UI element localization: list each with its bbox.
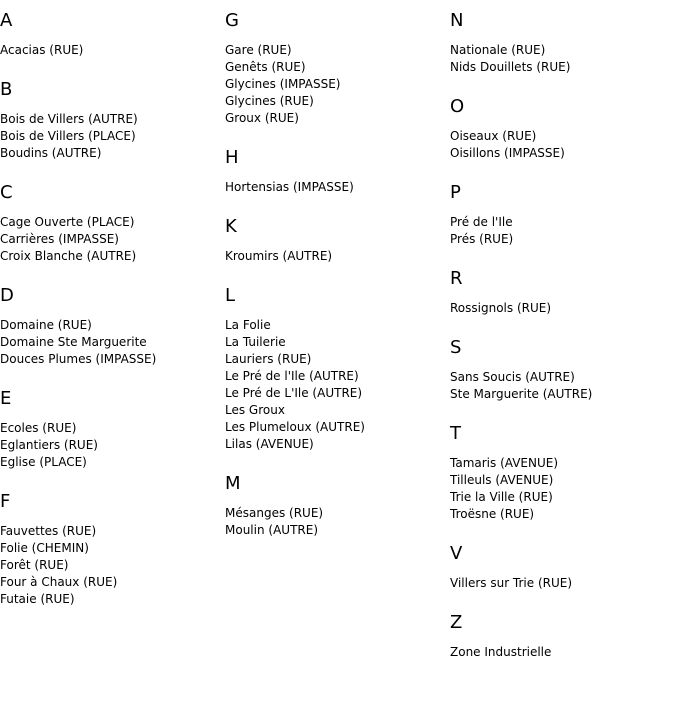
letter-section <box>0 285 220 368</box>
street-item: Glycines (RUE) <box>225 94 314 108</box>
street-item: Acacias (RUE) <box>0 43 84 57</box>
letter-section <box>225 216 445 265</box>
street-list <box>450 575 670 592</box>
street-item: Hortensias (IMPASSE) <box>225 180 354 194</box>
street-item: Glycines (IMPASSE) <box>225 77 341 91</box>
street-list <box>0 523 220 608</box>
section-letter: D <box>0 285 14 306</box>
section-letter: N <box>450 10 464 31</box>
street-item: Nationale (RUE) <box>450 43 546 57</box>
section-letter: L <box>225 285 236 306</box>
street-item: Futaie (RUE) <box>0 592 75 606</box>
section-letter: K <box>225 216 237 237</box>
street-item: Folie (CHEMIN) <box>0 541 89 555</box>
street-item: Four à Chaux (RUE) <box>0 575 118 589</box>
street-list <box>450 42 670 76</box>
section-letter: B <box>0 79 13 100</box>
letter-section <box>450 268 670 317</box>
street-list <box>0 420 220 471</box>
letter-section <box>0 10 220 59</box>
section-letter: E <box>0 388 12 409</box>
street-item: Sans Soucis (AUTRE) <box>450 370 575 384</box>
section-letter: A <box>0 10 13 31</box>
section-letter: Z <box>450 612 463 633</box>
street-item: Les Groux <box>225 403 285 417</box>
street-item: Fauvettes (RUE) <box>0 524 97 538</box>
street-item: Prés (RUE) <box>450 232 514 246</box>
street-list <box>0 111 220 162</box>
street-item: Groux (RUE) <box>225 111 299 125</box>
street-item: Troësne (RUE) <box>450 507 535 521</box>
letter-section <box>225 473 445 539</box>
street-index-column-1 <box>0 10 220 628</box>
street-list <box>450 128 670 162</box>
letter-section <box>225 285 445 453</box>
street-item: Ecoles (RUE) <box>0 421 77 435</box>
letter-section <box>0 491 220 608</box>
letter-section <box>450 96 670 162</box>
street-item: Rossignols (RUE) <box>450 301 552 315</box>
section-letter: C <box>0 182 13 203</box>
street-item: Ste Marguerite (AUTRE) <box>450 387 593 401</box>
street-item: Tilleuls (AVENUE) <box>450 473 554 487</box>
street-list <box>0 42 220 59</box>
street-list <box>450 369 670 403</box>
street-item: Lauriers (RUE) <box>225 352 312 366</box>
street-item: Domaine (RUE) <box>0 318 92 332</box>
letter-section <box>450 182 670 248</box>
street-list <box>450 644 670 661</box>
letter-section <box>225 147 445 196</box>
letter-section <box>450 543 670 592</box>
street-item: Mésanges (RUE) <box>225 506 324 520</box>
street-item: Trie la Ville (RUE) <box>450 490 553 504</box>
letter-section <box>450 10 670 76</box>
street-item: Genêts (RUE) <box>225 60 306 74</box>
street-item: Les Plumeloux (AUTRE) <box>225 420 365 434</box>
street-item: Le Pré de l'Ile (AUTRE) <box>225 369 359 383</box>
letter-section <box>0 182 220 265</box>
section-letter: S <box>450 337 462 358</box>
street-item: Oiseaux (RUE) <box>450 129 537 143</box>
letter-section <box>450 612 670 661</box>
street-item: Forêt (RUE) <box>0 558 69 572</box>
street-item: Oisillons (IMPASSE) <box>450 146 565 160</box>
letter-section <box>0 79 220 162</box>
section-letter: G <box>225 10 239 31</box>
section-letter: H <box>225 147 239 168</box>
street-item: Bois de Villers (PLACE) <box>0 129 136 143</box>
street-item: Nids Douillets (RUE) <box>450 60 571 74</box>
street-item: Boudins (AUTRE) <box>0 146 102 160</box>
street-item: Gare (RUE) <box>225 43 292 57</box>
street-item: Tamaris (AVENUE) <box>450 456 559 470</box>
letter-section <box>225 10 445 127</box>
street-item: Villers sur Trie (RUE) <box>450 576 573 590</box>
street-item: Le Pré de L'Ile (AUTRE) <box>225 386 363 400</box>
street-item: Carrières (IMPASSE) <box>0 232 119 246</box>
section-letter: O <box>450 96 465 117</box>
street-list <box>450 214 670 248</box>
street-list <box>225 505 445 539</box>
section-letter: V <box>450 543 463 564</box>
street-item: Domaine Ste Marguerite <box>0 335 147 349</box>
street-item: Eglise (PLACE) <box>0 455 87 469</box>
street-list <box>225 179 445 196</box>
street-item: Eglantiers (RUE) <box>0 438 98 452</box>
street-list <box>225 42 445 127</box>
street-item: La Tuilerie <box>225 335 286 349</box>
street-item: Cage Ouverte (PLACE) <box>0 215 135 229</box>
street-list <box>450 300 670 317</box>
street-item: Bois de Villers (AUTRE) <box>0 112 138 126</box>
street-index-column-3 <box>450 10 670 681</box>
street-item: Zone Industrielle <box>450 645 552 659</box>
street-item: Douces Plumes (IMPASSE) <box>0 352 157 366</box>
street-list <box>0 214 220 265</box>
street-list <box>225 317 445 453</box>
street-item: Moulin (AUTRE) <box>225 523 318 537</box>
section-letter: F <box>0 491 11 512</box>
street-item: La Folie <box>225 318 271 332</box>
street-item: Kroumirs (AUTRE) <box>225 249 333 263</box>
street-item: Lilas (AVENUE) <box>225 437 314 451</box>
street-item: Pré de l'Ile <box>450 215 513 229</box>
section-letter: R <box>450 268 463 289</box>
street-item: Croix Blanche (AUTRE) <box>0 249 137 263</box>
section-letter: T <box>450 423 461 444</box>
letter-section <box>450 423 670 523</box>
section-letter: M <box>225 473 241 494</box>
letter-section <box>0 388 220 471</box>
letter-section <box>450 337 670 403</box>
street-list <box>0 317 220 368</box>
section-letter: P <box>450 182 461 203</box>
street-index-column-2 <box>225 10 445 559</box>
street-list <box>225 248 445 265</box>
street-list <box>450 455 670 523</box>
